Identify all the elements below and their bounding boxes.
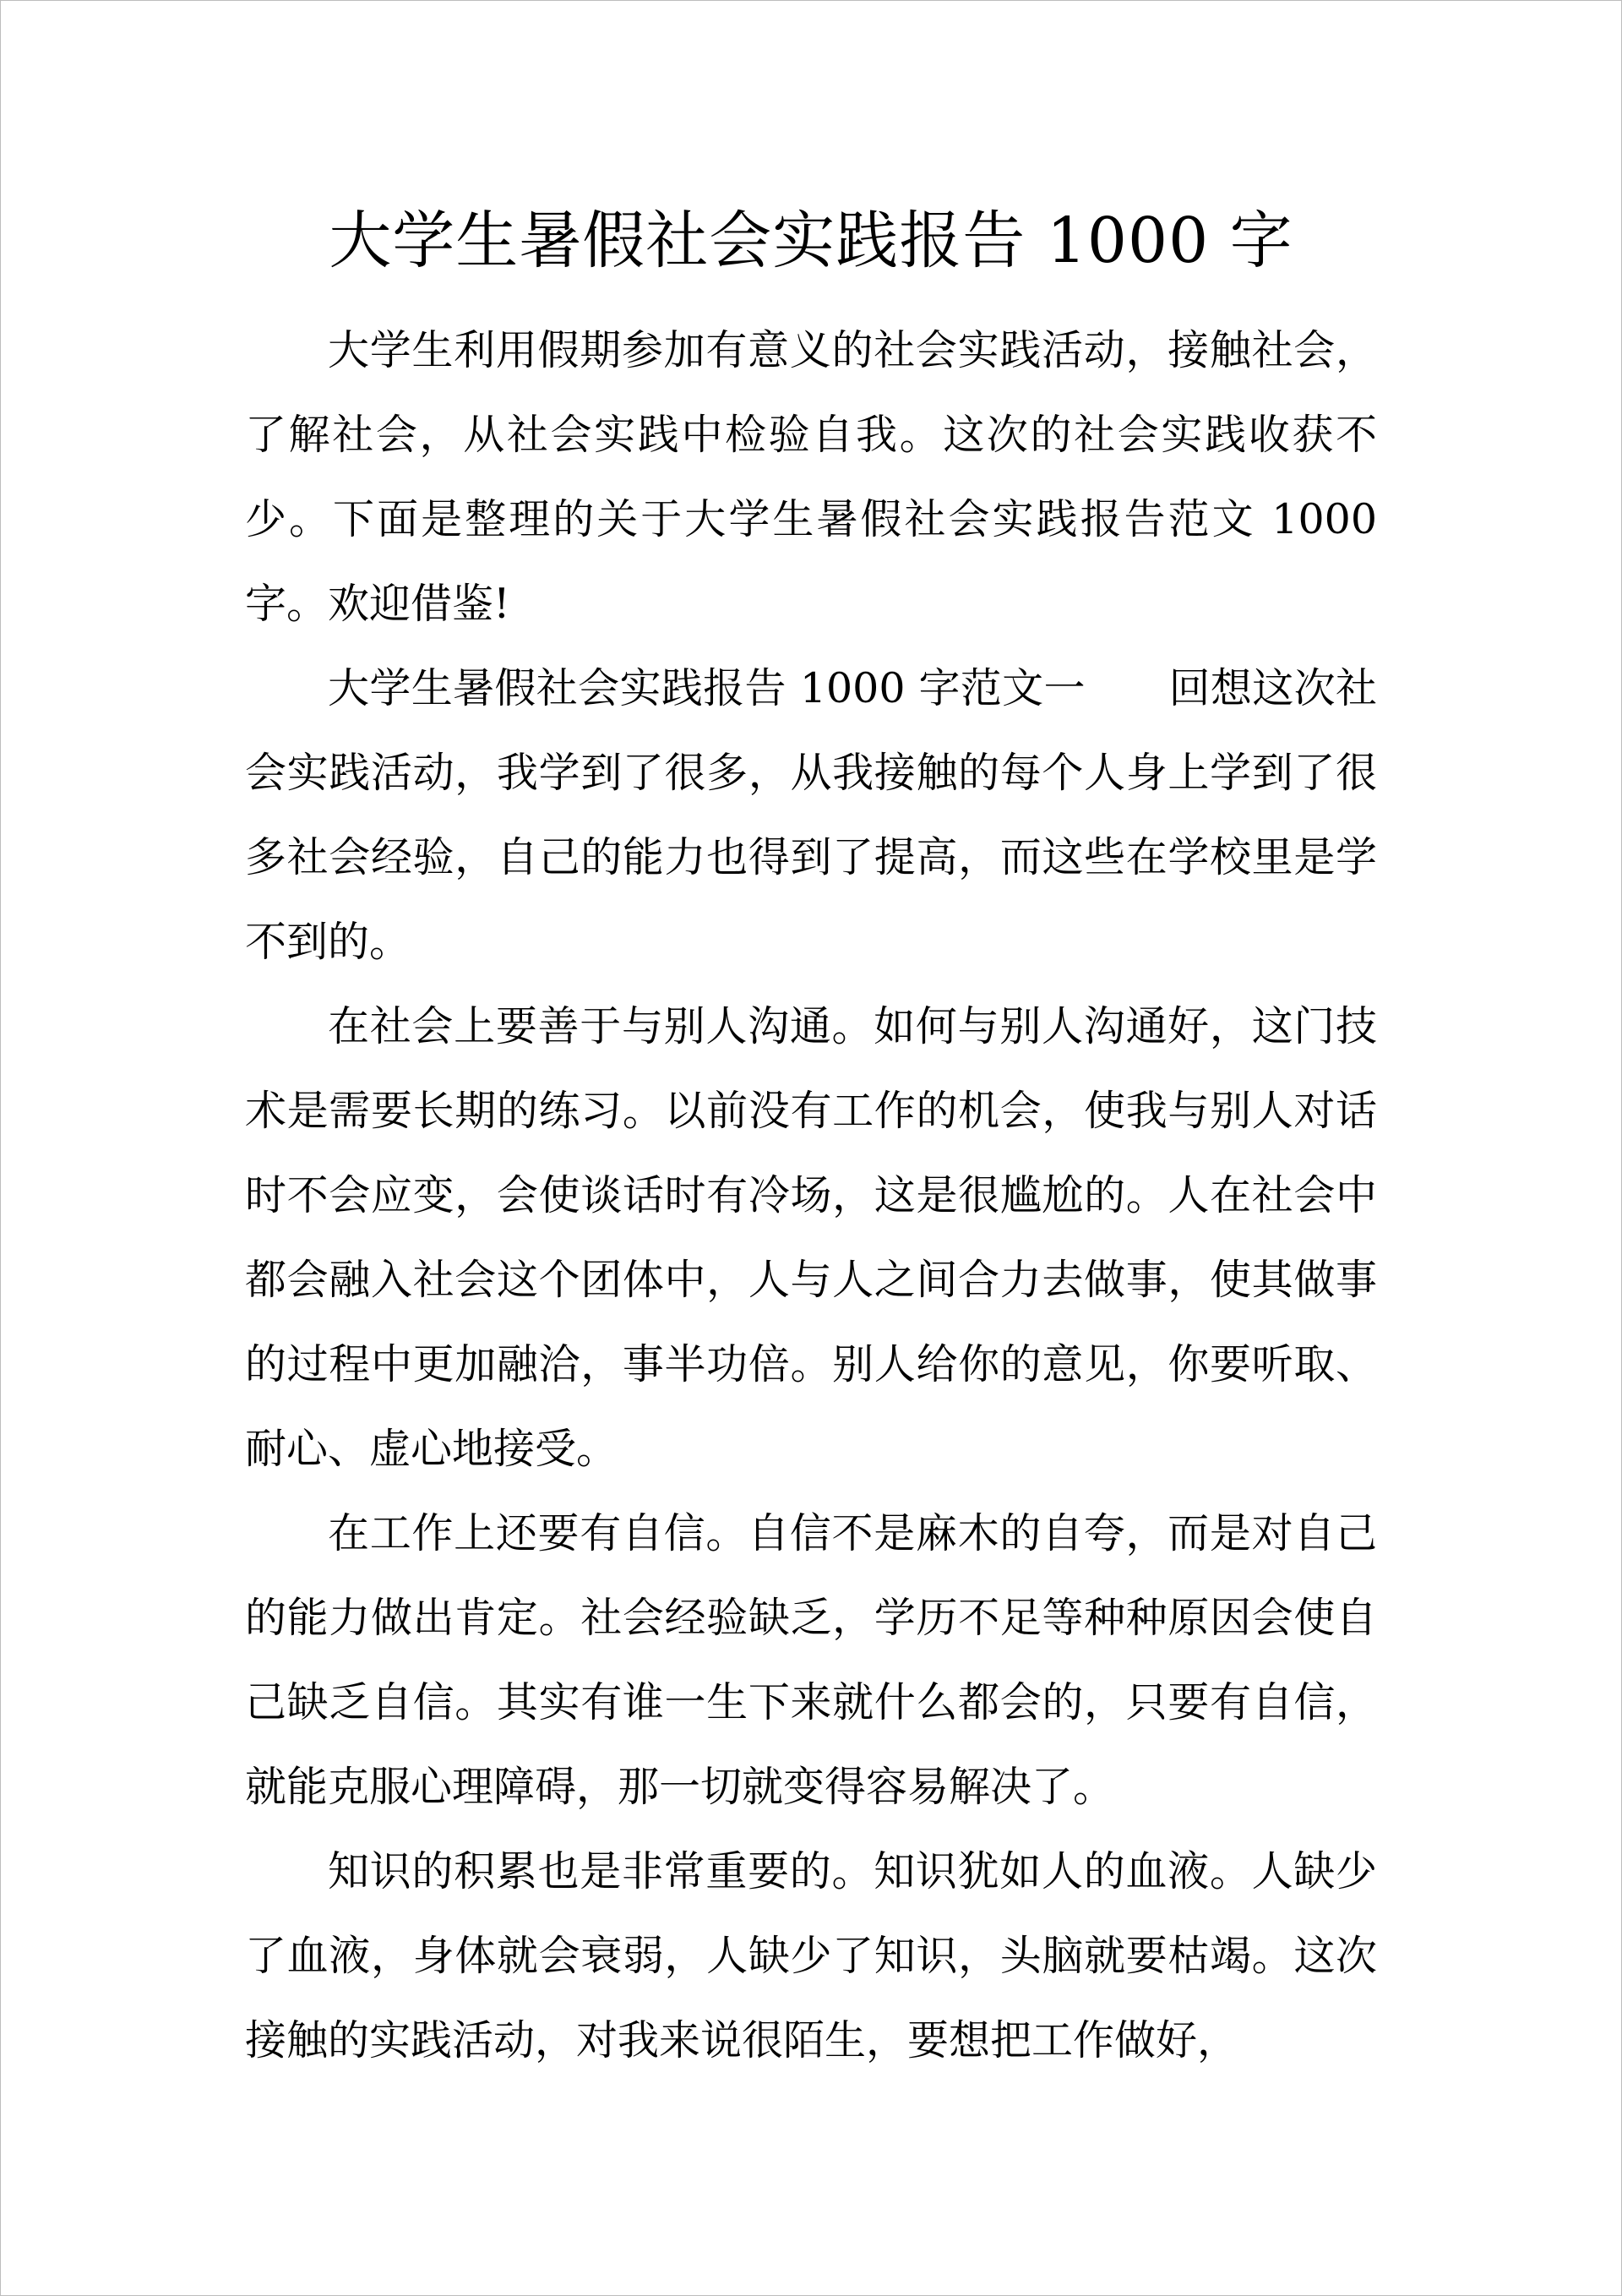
- paragraph-confidence: 在工作上还要有自信。自信不是麻木的自夸，而是对自己的能力做出肯定。社会经验缺乏，学历不足等种种原因会使自己缺乏自信。其实有谁一生下来就什么都会的，只要有自信，就能克服心理障碍，那一切就变得容易解决了。: [245, 1509, 1377, 1811]
- document-title: 大学生暑假社会实践报告 1000 字: [329, 205, 1293, 277]
- paragraph-knowledge: 知识的积累也是非常重要的。知识犹如人的血液。人缺少了血液，身体就会衰弱，人缺少了知识，头脑就要枯竭。这次接触的实践活动，对我来说很陌生，要想把工作做好，: [245, 1847, 1377, 2064]
- paragraph-sample-one: 大学生暑假社会实践报告 1000 字范文一 回想这次社会实践活动，我学到了很多，从我接触的每个人身上学到了很多社会经验，自己的能力也得到了提高，而这些在学校里是学不到的。: [245, 664, 1377, 966]
- document-body: [245, 182, 1377, 2083]
- paragraph-communication: 在社会上要善于与别人沟通。如何与别人沟通好，这门技术是需要长期的练习。以前没有工作的机会，使我与别人对话时不会应变，会使谈话时有冷场，这是很尴尬的。人在社会中都会融入社会这个团体中，人与人之间合力去做事，使其做事的过程中更加融洽，事半功倍。别人给你的意见，你要听取、耐心、虚心地接受。: [245, 1002, 1377, 1473]
- paragraph-intro: 大学生利用假期参加有意义的社会实践活动，接触社会，了解社会，从社会实践中检验自我。这次的社会实践收获不少。下面是整理的关于大学生暑假社会实践报告范文 1000 字。欢迎借鉴!: [245, 326, 1377, 628]
